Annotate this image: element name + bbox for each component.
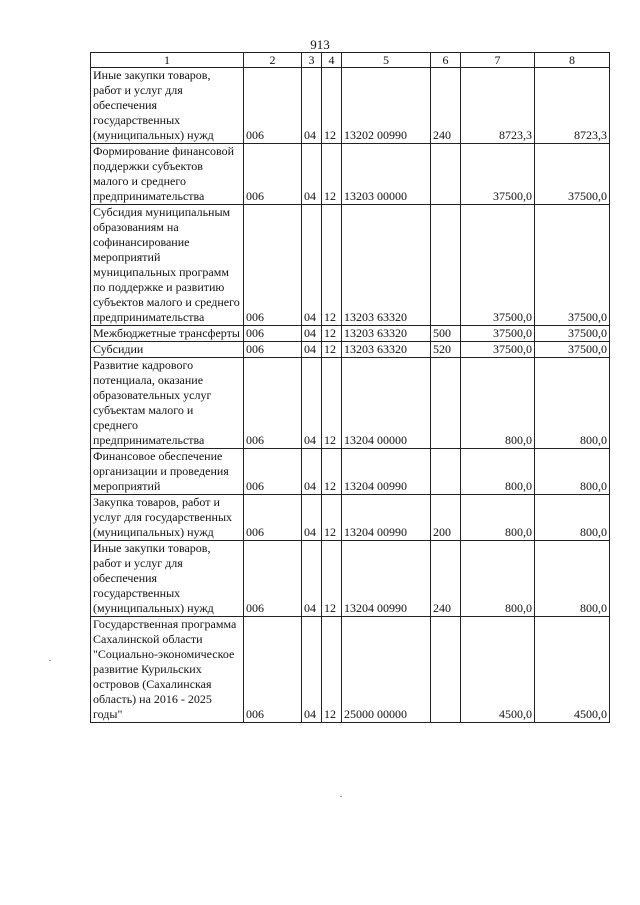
cell-type: 240 bbox=[431, 68, 461, 144]
cell-type bbox=[431, 617, 461, 723]
table-body bbox=[91, 68, 610, 723]
cell-amount2: 37500,0 bbox=[535, 144, 610, 205]
cell-section: 04 bbox=[302, 326, 322, 342]
table-row bbox=[91, 326, 610, 342]
cell-section: 04 bbox=[302, 541, 322, 617]
cell-amount2: 4500,0 bbox=[535, 617, 610, 723]
cell-section: 04 bbox=[302, 495, 322, 541]
column-header: 1 bbox=[91, 53, 244, 68]
cell-amount: 4500,0 bbox=[461, 617, 535, 723]
cell-section: 04 bbox=[302, 342, 322, 358]
cell-article: 13203 00000 bbox=[342, 144, 431, 205]
budget-table bbox=[90, 52, 610, 723]
cell-ministry: 006 bbox=[244, 144, 302, 205]
cell-subsection: 12 bbox=[322, 449, 342, 495]
cell-subsection: 12 bbox=[322, 205, 342, 326]
cell-name: Государственная программа Сахалинской области "Социально-экономическое развитие Курильских островов (Сахалинская область) на 2016 - 2025 годы" bbox=[91, 617, 244, 723]
column-header: 3 bbox=[302, 53, 322, 68]
column-header: 5 bbox=[342, 53, 431, 68]
table-row bbox=[91, 495, 610, 541]
cell-amount2: 37500,0 bbox=[535, 205, 610, 326]
cell-ministry: 006 bbox=[244, 326, 302, 342]
column-header: 2 bbox=[244, 53, 302, 68]
cell-type: 200 bbox=[431, 495, 461, 541]
cell-ministry: 006 bbox=[244, 495, 302, 541]
cell-amount2: 800,0 bbox=[535, 358, 610, 449]
cell-section: 04 bbox=[302, 68, 322, 144]
cell-name: Иные закупки товаров, работ и услуг для обеспечения государственных (муниципальных) нужд bbox=[91, 541, 244, 617]
cell-amount2: 37500,0 bbox=[535, 326, 610, 342]
cell-subsection: 12 bbox=[322, 495, 342, 541]
cell-ministry: 006 bbox=[244, 449, 302, 495]
cell-ministry: 006 bbox=[244, 342, 302, 358]
cell-name: Межбюджетные трансферты bbox=[91, 326, 244, 342]
cell-amount: 37500,0 bbox=[461, 326, 535, 342]
table-row bbox=[91, 342, 610, 358]
cell-name: Субсидия муниципальным образованиям на софинансирование мероприятий муниципальных программ по поддержке и развитию субъектов малого и среднего предпринимательства bbox=[91, 205, 244, 326]
cell-amount: 800,0 bbox=[461, 495, 535, 541]
cell-article: 13203 63320 bbox=[342, 342, 431, 358]
cell-ministry: 006 bbox=[244, 68, 302, 144]
cell-type: 500 bbox=[431, 326, 461, 342]
column-header: 4 bbox=[322, 53, 342, 68]
cell-article: 13204 00000 bbox=[342, 358, 431, 449]
cell-article: 13202 00990 bbox=[342, 68, 431, 144]
cell-amount: 800,0 bbox=[461, 449, 535, 495]
cell-section: 04 bbox=[302, 358, 322, 449]
cell-type: 240 bbox=[431, 541, 461, 617]
cell-subsection: 12 bbox=[322, 541, 342, 617]
cell-article: 13204 00990 bbox=[342, 541, 431, 617]
cell-section: 04 bbox=[302, 144, 322, 205]
cell-subsection: 12 bbox=[322, 358, 342, 449]
cell-ministry: 006 bbox=[244, 205, 302, 326]
cell-amount: 800,0 bbox=[461, 541, 535, 617]
table-row bbox=[91, 541, 610, 617]
table-row bbox=[91, 144, 610, 205]
cell-name: Субсидии bbox=[91, 342, 244, 358]
cell-amount2: 800,0 bbox=[535, 541, 610, 617]
cell-amount2: 8723,3 bbox=[535, 68, 610, 144]
cell-ministry: 006 bbox=[244, 358, 302, 449]
cell-amount2: 800,0 bbox=[535, 449, 610, 495]
cell-amount: 37500,0 bbox=[461, 205, 535, 326]
table-header-row bbox=[91, 53, 610, 68]
table-row bbox=[91, 358, 610, 449]
cell-amount: 37500,0 bbox=[461, 342, 535, 358]
cell-amount: 37500,0 bbox=[461, 144, 535, 205]
cell-subsection: 12 bbox=[322, 144, 342, 205]
cell-type: 520 bbox=[431, 342, 461, 358]
cell-subsection: 12 bbox=[322, 326, 342, 342]
table-row bbox=[91, 617, 610, 723]
cell-subsection: 12 bbox=[322, 617, 342, 723]
table-row bbox=[91, 68, 610, 144]
cell-article: 13203 63320 bbox=[342, 205, 431, 326]
cell-subsection: 12 bbox=[322, 68, 342, 144]
table-row bbox=[91, 449, 610, 495]
cell-article: 13204 00990 bbox=[342, 495, 431, 541]
cell-subsection: 12 bbox=[322, 342, 342, 358]
cell-type bbox=[431, 144, 461, 205]
scan-speck bbox=[340, 796, 342, 797]
cell-name: Иные закупки товаров, работ и услуг для обеспечения государственных (муниципальных) нужд bbox=[91, 68, 244, 144]
cell-section: 04 bbox=[302, 205, 322, 326]
column-header: 7 bbox=[461, 53, 535, 68]
cell-name: Финансовое обеспечение организации и проведения мероприятий bbox=[91, 449, 244, 495]
cell-ministry: 006 bbox=[244, 541, 302, 617]
cell-amount2: 800,0 bbox=[535, 495, 610, 541]
cell-type bbox=[431, 358, 461, 449]
scan-speck bbox=[49, 660, 51, 661]
column-header: 8 bbox=[535, 53, 610, 68]
cell-type bbox=[431, 205, 461, 326]
cell-type bbox=[431, 449, 461, 495]
cell-amount2: 37500,0 bbox=[535, 342, 610, 358]
cell-article: 13203 63320 bbox=[342, 326, 431, 342]
table-row bbox=[91, 205, 610, 326]
cell-article: 13204 00990 bbox=[342, 449, 431, 495]
cell-name: Закупка товаров, работ и услуг для государственных (муниципальных) нужд bbox=[91, 495, 244, 541]
cell-article: 25000 00000 bbox=[342, 617, 431, 723]
page-number: 913 bbox=[310, 37, 330, 52]
cell-name: Формирование финансовой поддержки субъектов малого и среднего предпринимательства bbox=[91, 144, 244, 205]
column-header: 6 bbox=[431, 53, 461, 68]
cell-section: 04 bbox=[302, 449, 322, 495]
cell-ministry: 006 bbox=[244, 617, 302, 723]
cell-amount: 8723,3 bbox=[461, 68, 535, 144]
cell-amount: 800,0 bbox=[461, 358, 535, 449]
cell-section: 04 bbox=[302, 617, 322, 723]
cell-name: Развитие кадрового потенциала, оказание образовательных услуг субъектам малого и среднего предпринимательства bbox=[91, 358, 244, 449]
